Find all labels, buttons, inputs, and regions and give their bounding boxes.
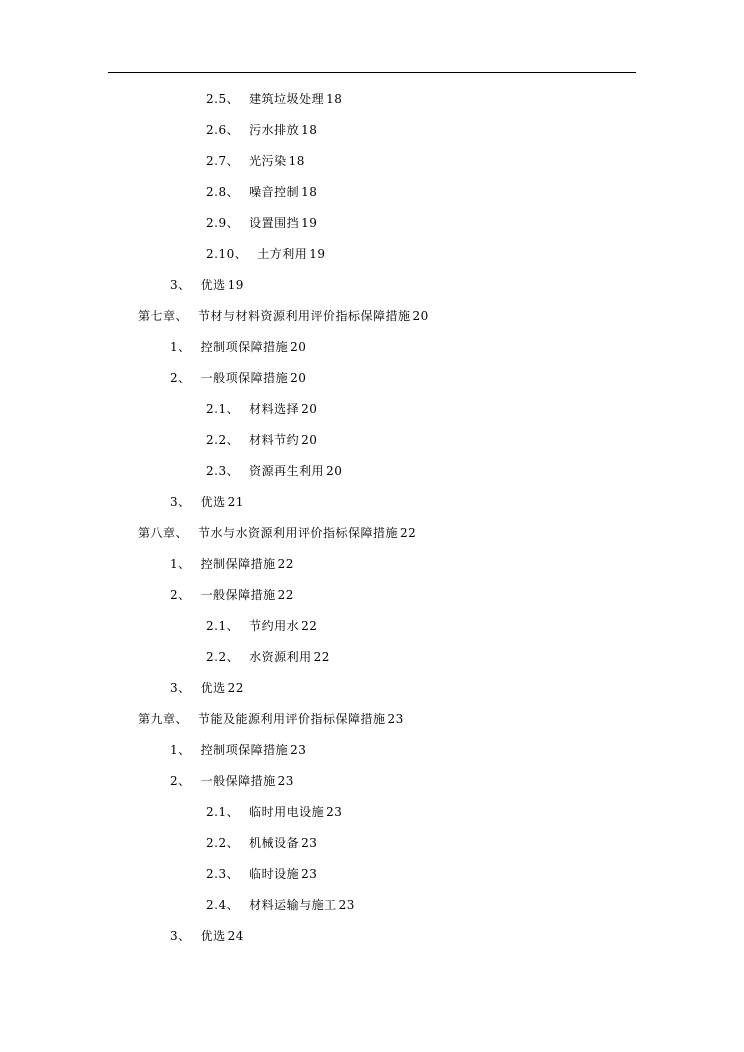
toc-entry-number: 3、 xyxy=(170,929,191,943)
toc-entry-title: 一般项保障措施 xyxy=(200,371,289,385)
toc-entry-title: 材料运输与施工 xyxy=(249,898,337,912)
toc-entry[interactable] xyxy=(206,832,317,854)
toc-entry-page-number: 20 xyxy=(412,309,429,323)
toc-entry[interactable] xyxy=(206,429,317,451)
toc-entry-title: 建筑垃圾处理 xyxy=(249,92,325,106)
toc-entry-number: 2.9、 xyxy=(206,216,240,230)
toc-entry-page-number: 23 xyxy=(338,898,355,912)
toc-entry[interactable] xyxy=(138,708,404,730)
toc-entry-title: 节约用水 xyxy=(249,619,300,633)
toc-entry[interactable] xyxy=(170,274,244,296)
toc-entry[interactable] xyxy=(206,150,305,172)
toc-entry-page-number: 20 xyxy=(290,371,307,385)
toc-entry-page-number: 22 xyxy=(277,588,294,602)
toc-entry-title: 水资源利用 xyxy=(249,650,312,664)
header-rule xyxy=(108,72,636,73)
toc-entry-page-number: 18 xyxy=(301,123,318,137)
toc-entry-title: 材料节约 xyxy=(249,433,300,447)
toc-entry-number: 2.1、 xyxy=(206,805,240,819)
toc-entry-title: 光污染 xyxy=(249,154,287,168)
toc-entry-number: 2.1、 xyxy=(206,402,240,416)
toc-entry-title: 优选 xyxy=(200,495,226,509)
toc-entry[interactable] xyxy=(170,770,294,792)
toc-entry[interactable] xyxy=(206,88,342,110)
toc-entry-title: 控制项保障措施 xyxy=(200,340,289,354)
toc-entry-number: 2.10、 xyxy=(206,247,248,261)
toc-entry-number: 1、 xyxy=(170,340,191,354)
toc-entry-number: 3、 xyxy=(170,495,191,509)
toc-entry[interactable] xyxy=(170,553,294,575)
toc-entry-title: 资源再生利用 xyxy=(249,464,325,478)
toc-entry[interactable] xyxy=(206,243,326,265)
toc-entry-number: 2、 xyxy=(170,588,191,602)
toc-entry[interactable] xyxy=(206,212,317,234)
toc-entry-number: 2.4、 xyxy=(206,898,240,912)
toc-entry-page-number: 22 xyxy=(313,650,330,664)
toc-entry[interactable] xyxy=(170,584,294,606)
toc-entry-page-number: 20 xyxy=(326,464,343,478)
toc-entry-title: 节水与水资源利用评价指标保障措施 xyxy=(198,526,399,540)
toc-entry-page-number: 18 xyxy=(288,154,305,168)
toc-entry[interactable] xyxy=(170,491,244,513)
toc-entry-title: 节材与材料资源利用评价指标保障措施 xyxy=(198,309,411,323)
toc-entry-number: 2.8、 xyxy=(206,185,240,199)
toc-entry-page-number: 23 xyxy=(301,867,318,881)
toc-entry-page-number: 22 xyxy=(301,619,318,633)
toc-entry-page-number: 20 xyxy=(301,402,318,416)
toc-entry-number: 3、 xyxy=(170,278,191,292)
toc-entry[interactable] xyxy=(206,460,342,482)
toc-entry-title: 设置围挡 xyxy=(249,216,300,230)
toc-entry-page-number: 20 xyxy=(301,433,318,447)
toc-entry-page-number: 19 xyxy=(227,278,244,292)
toc-entry-page-number: 23 xyxy=(277,774,294,788)
toc-entry-number: 2.3、 xyxy=(206,464,240,478)
toc-entry-page-number: 22 xyxy=(400,526,417,540)
toc-entry[interactable] xyxy=(206,615,317,637)
toc-entry[interactable] xyxy=(170,925,244,947)
toc-entry-title: 土方利用 xyxy=(257,247,308,261)
toc-entry-number: 2.3、 xyxy=(206,867,240,881)
toc-entry-title: 优选 xyxy=(200,681,226,695)
toc-entry-number: 3、 xyxy=(170,681,191,695)
toc-entry-page-number: 21 xyxy=(227,495,244,509)
toc-entry-page-number: 22 xyxy=(227,681,244,695)
toc-entry-page-number: 24 xyxy=(227,929,244,943)
toc-entry-title: 控制项保障措施 xyxy=(200,743,289,757)
toc-entry[interactable] xyxy=(138,522,416,544)
toc-entry[interactable] xyxy=(206,646,330,668)
toc-entry[interactable] xyxy=(138,305,429,327)
toc-entry-number: 2.1、 xyxy=(206,619,240,633)
toc-entry-title: 污水排放 xyxy=(249,123,300,137)
toc-entry-page-number: 23 xyxy=(301,836,318,850)
toc-entry-number: 2、 xyxy=(170,774,191,788)
toc-entry-title: 控制保障措施 xyxy=(200,557,276,571)
toc-entry-number: 2、 xyxy=(170,371,191,385)
toc-entry[interactable] xyxy=(170,739,306,761)
toc-entry-title: 优选 xyxy=(200,929,226,943)
toc-entry-number: 1、 xyxy=(170,743,191,757)
toc-entry-number: 2.6、 xyxy=(206,123,240,137)
toc-entry-page-number: 19 xyxy=(309,247,326,261)
toc-entry-page-number: 18 xyxy=(326,92,343,106)
toc-entry-page-number: 23 xyxy=(387,712,404,726)
toc-entry-title: 一般保障措施 xyxy=(200,774,276,788)
toc-entry-number: 1、 xyxy=(170,557,191,571)
toc-entry[interactable] xyxy=(170,677,244,699)
toc-entry-title: 噪音控制 xyxy=(249,185,300,199)
toc-entry-number: 2.7、 xyxy=(206,154,240,168)
toc-entry-number: 2.2、 xyxy=(206,650,240,664)
toc-entry[interactable] xyxy=(206,119,317,141)
toc-entry-number: 2.2、 xyxy=(206,836,240,850)
toc-entry-number: 第九章、 xyxy=(138,712,189,726)
toc-entry-page-number: 20 xyxy=(290,340,307,354)
toc-entry[interactable] xyxy=(170,367,306,389)
toc-entry-title: 节能及能源利用评价指标保障措施 xyxy=(198,712,386,726)
toc-entry-page-number: 18 xyxy=(301,185,318,199)
toc-entry-title: 材料选择 xyxy=(249,402,300,416)
toc-entry-number: 2.2、 xyxy=(206,433,240,447)
toc-entry-page-number: 23 xyxy=(326,805,343,819)
toc-entry-title: 优选 xyxy=(200,278,226,292)
toc-entry-number: 2.5、 xyxy=(206,92,240,106)
toc-entry-title: 机械设备 xyxy=(249,836,300,850)
toc-entry[interactable] xyxy=(170,336,306,358)
toc-entry-title: 临时用电设施 xyxy=(249,805,325,819)
toc-entry-number: 第八章、 xyxy=(138,526,189,540)
toc-entry-page-number: 19 xyxy=(301,216,318,230)
toc-entry-title: 临时设施 xyxy=(249,867,300,881)
toc-entry[interactable] xyxy=(206,181,317,203)
toc-entry[interactable] xyxy=(206,894,355,916)
toc-entry-page-number: 23 xyxy=(290,743,307,757)
toc-entry-page-number: 22 xyxy=(277,557,294,571)
toc-entry[interactable] xyxy=(206,801,342,823)
toc-entry[interactable] xyxy=(206,863,317,885)
toc-entry-title: 一般保障措施 xyxy=(200,588,276,602)
toc-entry[interactable] xyxy=(206,398,317,420)
toc-entry-number: 第七章、 xyxy=(138,309,189,323)
